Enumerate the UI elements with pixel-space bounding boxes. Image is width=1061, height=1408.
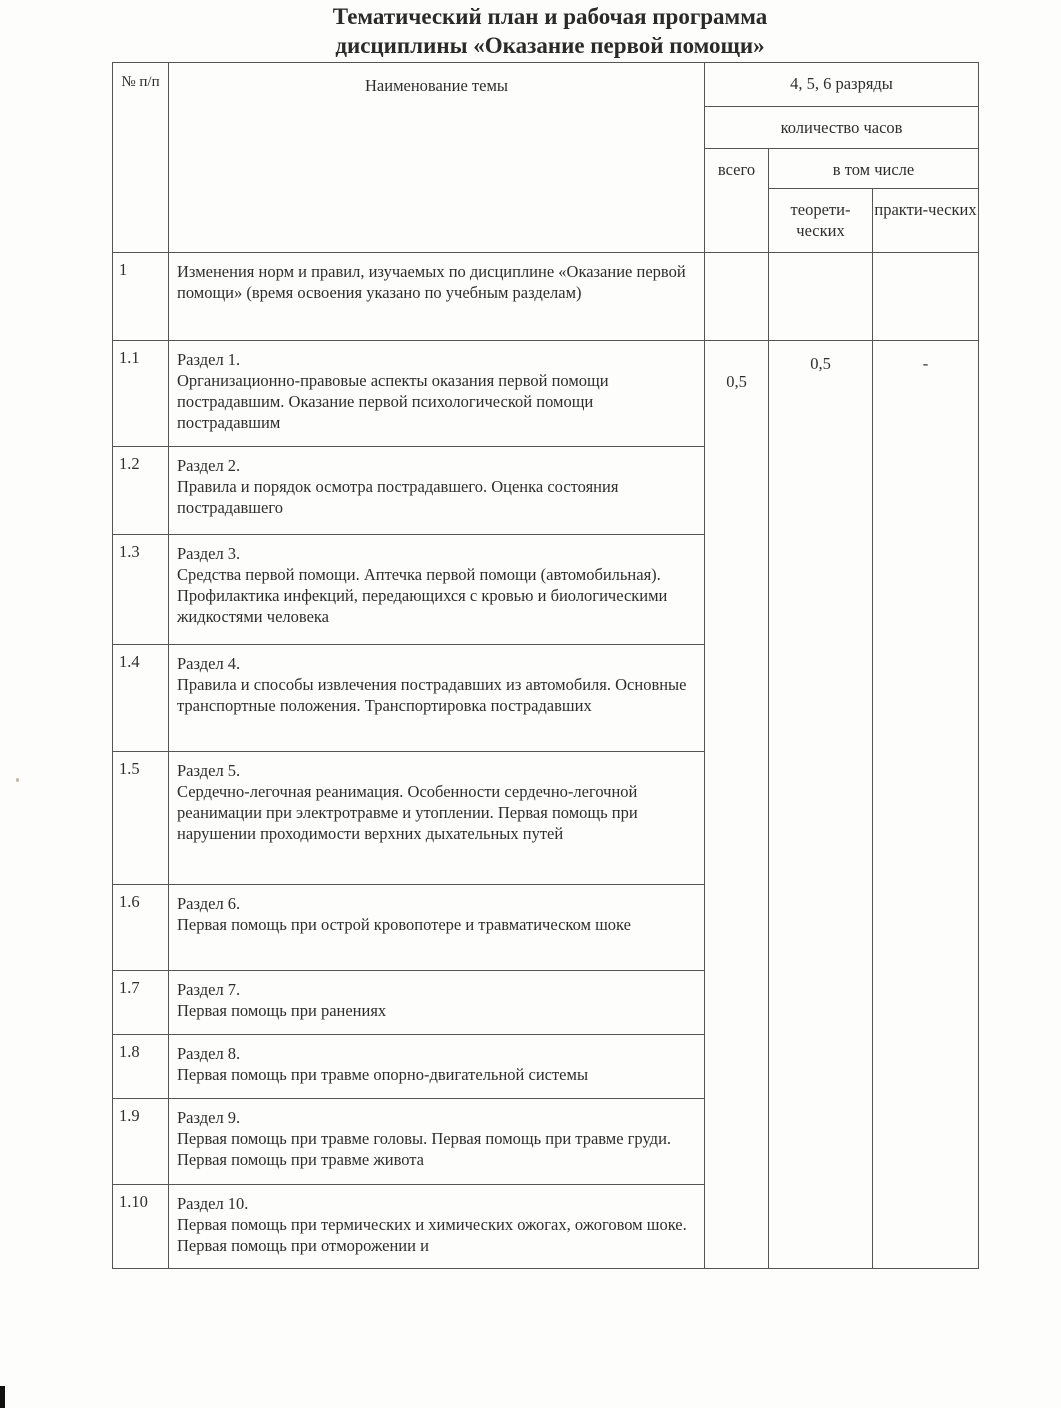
row-section: Раздел 10. xyxy=(177,1194,249,1213)
row-section: Раздел 7. xyxy=(177,980,241,999)
row-text: Сердечно-легочная реанимация. Особенности сердечно-легочной реанимации при электротравме и утоплении. Первая помощь при нарушении проходимости верхних дыхательных путей xyxy=(177,782,638,843)
value-practice: - xyxy=(873,341,979,1269)
row-name xyxy=(169,971,705,1035)
row-section: Раздел 3. xyxy=(177,544,241,563)
row-text: Изменения норм и правил, изучаемых по дисциплине «Оказание первой помощи» (время освоения указано по учебным разделам) xyxy=(177,262,686,302)
title-line-1: Тематический план и рабочая программа xyxy=(332,4,768,29)
row-num: 1.4 xyxy=(113,645,169,752)
row-num: 1.3 xyxy=(113,535,169,645)
value-theory: 0,5 xyxy=(769,341,873,1269)
header-grades: 4, 5, 6 разряды xyxy=(705,63,979,107)
row-section: Раздел 4. xyxy=(177,654,241,673)
row-text: Первая помощь при острой кровопотере и травматическом шоке xyxy=(177,915,631,934)
row-section: Раздел 9. xyxy=(177,1108,241,1127)
row-name xyxy=(169,447,705,535)
row-section: Раздел 2. xyxy=(177,456,241,475)
row-section: Раздел 8. xyxy=(177,1044,241,1063)
row-num: 1.7 xyxy=(113,971,169,1035)
document-title xyxy=(0,2,1061,60)
row-section: Раздел 6. xyxy=(177,894,241,913)
header-practice: практи-ческих xyxy=(873,189,979,253)
row-num: 1.9 xyxy=(113,1099,169,1185)
row-num: 1.5 xyxy=(113,752,169,885)
row-name xyxy=(169,535,705,645)
table-row xyxy=(113,341,979,447)
row-name xyxy=(169,1099,705,1185)
row-name xyxy=(169,752,705,885)
row-num: 1.1 xyxy=(113,341,169,447)
thematic-plan-table xyxy=(112,62,979,1269)
row-num: 1.10 xyxy=(113,1185,169,1269)
header-num: № п/п xyxy=(113,63,169,253)
row-name xyxy=(169,885,705,971)
header-theory: теорети-ческих xyxy=(769,189,873,253)
row-num: 1.6 xyxy=(113,885,169,971)
scan-speck xyxy=(16,778,19,782)
value-total: 0,5 xyxy=(705,341,769,1269)
row-text: Первая помощь при термических и химических ожогах, ожоговом шоке. Первая помощь при отморожении и xyxy=(177,1215,687,1255)
row-text: Средства первой помощи. Аптечка первой помощи (автомобильная). Профилактика инфекций, передающихся с кровью и биологическими жидкостями человека xyxy=(177,565,668,626)
row-num: 1.8 xyxy=(113,1035,169,1099)
header-including: в том числе xyxy=(769,149,979,189)
scan-edge-mark xyxy=(0,1386,5,1408)
row-name xyxy=(169,645,705,752)
table-row xyxy=(113,253,979,341)
row-name xyxy=(169,1035,705,1099)
header-name: Наименование темы xyxy=(169,63,705,253)
row-text: Правила и порядок осмотра пострадавшего. Оценка состояния пострадавшего xyxy=(177,477,619,517)
row-text: Первая помощь при травме опорно-двигательной системы xyxy=(177,1065,589,1084)
row-name xyxy=(169,1185,705,1269)
row-name xyxy=(169,341,705,447)
row-text: Первая помощь при травме головы. Первая помощь при травме груди. Первая помощь при травме живота xyxy=(177,1129,672,1169)
row-text: Организационно-правовые аспекты оказания первой помощи пострадавшим. Оказание первой психологической помощи пострадавшим xyxy=(177,371,609,432)
row-section: Раздел 1. xyxy=(177,350,241,369)
row-section: Раздел 5. xyxy=(177,761,241,780)
row-num: 1.2 xyxy=(113,447,169,535)
row-num: 1 xyxy=(113,253,169,341)
header-hours: количество часов xyxy=(705,107,979,149)
row-text: Правила и способы извлечения пострадавших из автомобиля. Основные транспортные положения. Транспортировка пострадавших xyxy=(177,675,687,715)
row-name xyxy=(169,253,705,341)
header-total: всего xyxy=(705,149,769,253)
title-line-2: дисциплины «Оказание первой помощи» xyxy=(335,33,765,58)
row-text: Первая помощь при ранениях xyxy=(177,1001,387,1020)
